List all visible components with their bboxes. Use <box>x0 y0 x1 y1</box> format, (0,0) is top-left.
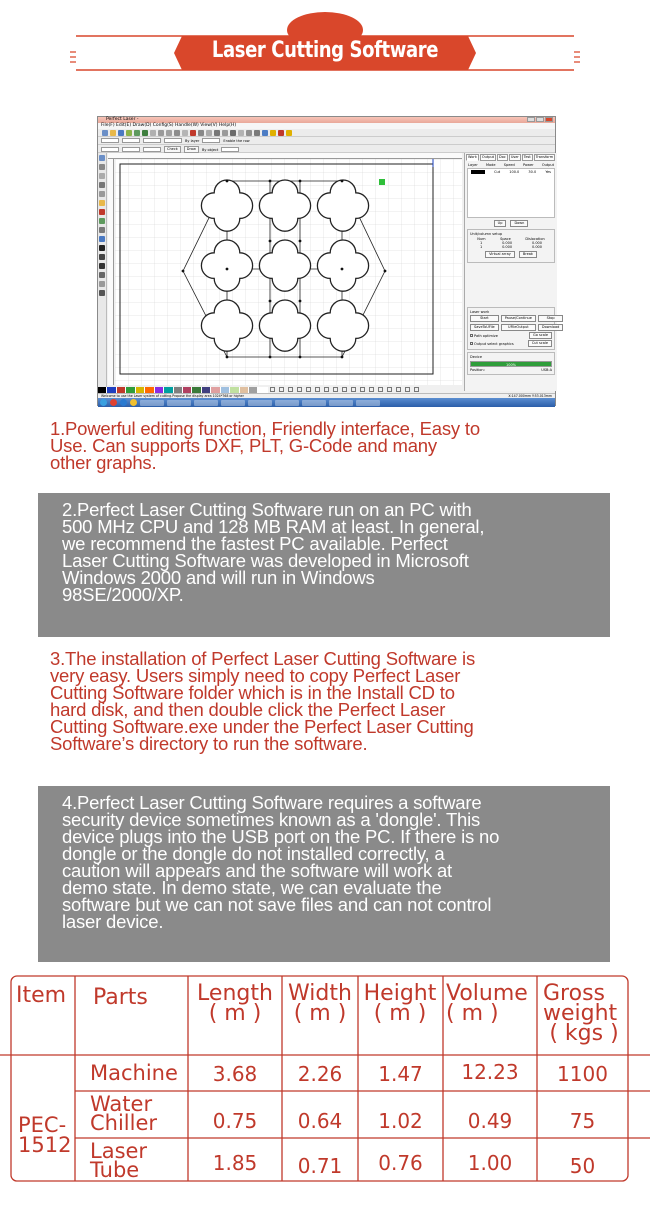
cursor-coordinates: X:147.000mm Y:53.013mm <box>508 394 552 398</box>
tab-test[interactable]: Test <box>523 155 531 159</box>
laser-work-group: Laser work Start Pause/Continue Stop SaveToUFile UFileOutput Download Path optimize Go scale Output select graphics Cut scale <box>467 307 555 350</box>
row-tube-length: 1.85 <box>212 1151 258 1175</box>
minimize-icon <box>527 117 535 122</box>
paragraph-1: 1.Powerful editing function, Friendly interface, Easy to Use. Can supports DXF, PLT, G-Code and many other graphs. <box>50 418 480 473</box>
row-chiller-weight: 75 <box>569 1109 596 1133</box>
item-model: PEC- 1512 <box>18 1113 72 1157</box>
down-button[interactable]: Down <box>510 220 528 227</box>
paragraph-4: 4.Perfect Laser Cutting Software requires a software security device sometimes known as a 'dongle'. This device plugs into the USB port on the PC. If there is no dongle or the dongle do not installed correctly, a caution will appears and the software will work at demo state. In demo state, we can evaluate the software but we can not save files and can not control laser device. <box>62 792 500 932</box>
tab-doc[interactable]: Doc <box>499 155 506 159</box>
paragraph-4-box <box>38 786 610 962</box>
row-tube-part: Laser Tube <box>90 1139 148 1182</box>
header-parts: Parts <box>93 985 148 1010</box>
row-machine-width: 2.26 <box>297 1062 343 1086</box>
windows-taskbar <box>98 398 555 407</box>
banner-title: Laser Cutting Software <box>211 38 439 63</box>
check-button[interactable]: Check <box>164 146 181 153</box>
break-button[interactable]: Break <box>519 251 537 258</box>
layer-table-header: Layer Mode Speed Power Output <box>468 163 554 167</box>
device-progress: 100% <box>470 361 552 367</box>
row-tube-weight: 50 <box>569 1154 596 1178</box>
row-chiller-width: 0.64 <box>297 1109 343 1133</box>
row-machine-length: 3.68 <box>212 1062 258 1086</box>
row-machine-volume: 12.23 <box>461 1060 519 1084</box>
header-height: Height ( m ) <box>363 981 437 1026</box>
drawing-toolbox <box>98 153 107 391</box>
row-tube-volume: 1.00 <box>467 1151 513 1175</box>
main-toolbar <box>98 129 555 137</box>
header-gross-weight: Gross weight ( kgs ) <box>543 981 619 1046</box>
maximize-icon <box>536 117 544 122</box>
layer-color-swatch <box>471 170 485 174</box>
path-optimize-checkbox[interactable]: Path optimize <box>470 332 498 339</box>
banner <box>0 0 650 90</box>
download-button[interactable]: Download <box>538 324 563 331</box>
start-button[interactable]: Start <box>470 315 499 322</box>
specification-table <box>0 975 650 1215</box>
drawing-canvas[interactable] <box>115 159 462 385</box>
go-scale-button[interactable]: Go scale <box>529 332 552 339</box>
ruler-left <box>108 159 114 385</box>
header-item: Item <box>16 983 67 1008</box>
header-volume: Volume ( m ) <box>446 981 528 1026</box>
device-group: Device 100% Position: USB:A <box>467 352 555 375</box>
layer-row[interactable]: Cut 100.0 30.0 Yes <box>468 169 554 175</box>
row-chiller-length: 0.75 <box>212 1109 258 1133</box>
cut-scale-button[interactable]: Cut scale <box>528 340 552 347</box>
size-toolbar: Check Draw By object <box>98 145 555 153</box>
tab-output[interactable]: Output <box>481 155 495 159</box>
output-select-checkbox[interactable]: Output select graphics <box>470 340 514 347</box>
pause-button[interactable]: Pause/Continue <box>501 315 536 322</box>
row-chiller-part: Water Chiller <box>90 1092 158 1135</box>
layer-list[interactable] <box>467 168 555 218</box>
row-tube-height: 0.76 <box>378 1151 423 1175</box>
row-chiller-height: 1.02 <box>378 1109 423 1133</box>
header-width: Width ( m ) <box>288 981 352 1026</box>
header-length: Length ( m ) <box>197 981 273 1026</box>
row-chiller-volume: 0.49 <box>467 1109 513 1133</box>
panel-tabs <box>465 153 557 162</box>
status-message: Welcome to use the Laser system of cutting.Propose the display area 1024*768 or higher <box>101 394 244 398</box>
menu-items: File(F) Edit(E) Draw(D) Config(S) Handle(W) View(V) Help(H) <box>101 123 237 128</box>
tab-work[interactable]: Work <box>468 155 477 159</box>
row-tube-width: 0.71 <box>297 1154 343 1178</box>
window-title: Perfect Laser - <box>106 117 139 122</box>
software-screenshot <box>97 116 560 406</box>
canvas-drawing <box>115 159 462 385</box>
tab-user[interactable]: User <box>510 155 519 159</box>
paragraph-2: 2.Perfect Laser Cutting Software run on an PC with 500 MHz CPU and 128 MB RAM at least. In general, we recommend the fastest PC available. Perfect Laser Cutting Software was developed in Microsoft Windows 2000 and will run in Windows 98SE/2000/XP. <box>62 499 485 605</box>
right-panel <box>464 153 560 391</box>
up-button[interactable]: Up <box>494 220 507 227</box>
close-icon <box>545 117 553 122</box>
draw-button[interactable]: Draw <box>184 146 199 153</box>
property-toolbar: By layer Enable the row <box>98 137 555 145</box>
row-machine-weight: 1100 <box>557 1062 608 1086</box>
tab-transform[interactable]: Transform <box>535 155 554 159</box>
toolbar-icons <box>102 130 292 136</box>
paragraph-3: 3.The installation of Perfect Laser Cutting Software is very easy. Users simply need to copy Perfect Laser Cutting Software folder which is in the Install CD to hard disk, and then double click the Perfect Laser Cutting Software.exe under the Perfect Laser Cutting Software’s directory to run the software. <box>50 648 475 754</box>
ufile-output-button[interactable]: UFileOutput <box>501 324 536 331</box>
row-machine-part: Machine <box>90 1061 178 1085</box>
stop-button[interactable]: Stop <box>538 315 563 322</box>
start-orb-icon[interactable] <box>100 399 107 406</box>
virtual-array-button[interactable]: Virtual array <box>485 251 515 258</box>
paragraph-2-box <box>38 493 610 637</box>
unit-setup-group: Unit/column setup Num Space Dislocation 1 0.000 0.000 1 0.000 0.000 Virtual array Break <box>467 229 555 263</box>
row-machine-height: 1.47 <box>378 1062 423 1086</box>
save-to-file-button[interactable]: SaveToUFile <box>470 324 499 331</box>
